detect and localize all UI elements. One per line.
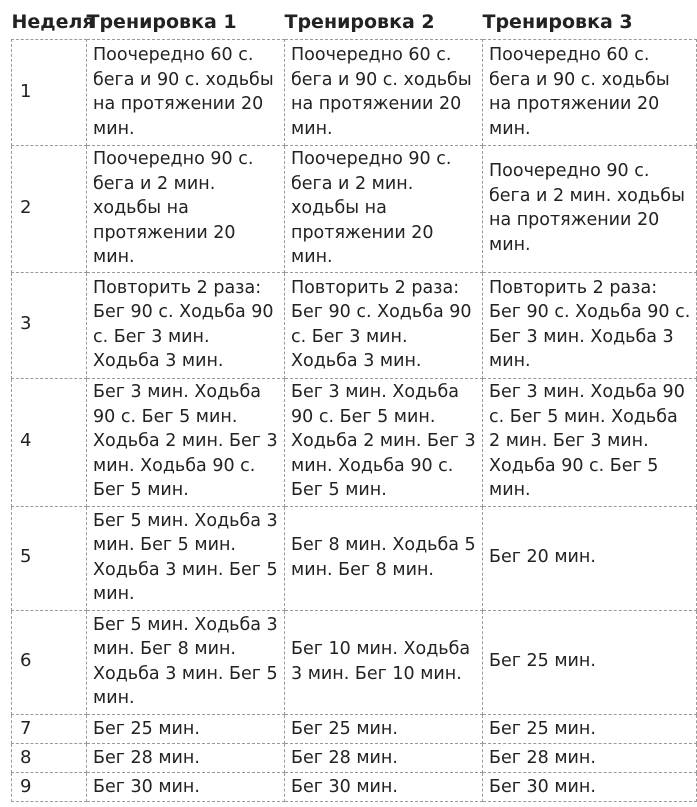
training-plan-table xyxy=(11,11,697,802)
workout-3-cell: Бег 25 мин. xyxy=(483,714,697,743)
week-number: 5 xyxy=(12,506,87,610)
workout-3-cell: Бег 30 мин. xyxy=(483,772,697,801)
workout-3-cell: Поочередно 60 с. бега и 90 с. ходьбы на протяжении 20 мин. xyxy=(483,40,697,146)
table-header xyxy=(12,11,697,40)
workout-2-cell: Бег 10 мин. Ходьба 3 мин. Бег 10 мин. xyxy=(285,610,483,714)
workout-3-cell: Бег 3 мин. Ходьба 90 с. Бег 5 мин. Ходьба 2 мин. Бег 3 мин. Ходьба 90 с. Бег 5 мин. xyxy=(483,378,697,506)
week-number: 1 xyxy=(12,40,87,146)
workout-1-cell: Бег 5 мин. Ходьба 3 мин. Бег 8 мин. Ходьба 3 мин. Бег 5 мин. xyxy=(87,610,285,714)
week-number: 9 xyxy=(12,772,87,801)
workout-3-cell: Бег 20 мин. xyxy=(483,506,697,610)
table-row xyxy=(12,610,697,714)
table-body xyxy=(12,40,697,802)
workout-2-cell: Бег 3 мин. Ходьба 90 с. Бег 5 мин. Ходьба 2 мин. Бег 3 мин. Ходьба 90 с. Бег 5 мин. xyxy=(285,378,483,506)
workout-1-cell: Бег 3 мин. Ходьба 90 с. Бег 5 мин. Ходьба 2 мин. Бег 3 мин. Ходьба 90 с. Бег 5 мин. xyxy=(87,378,285,506)
table-row xyxy=(12,714,697,743)
week-number: 6 xyxy=(12,610,87,714)
workout-1-cell: Поочередно 60 с. бега и 90 с. ходьбы на протяжении 20 мин. xyxy=(87,40,285,146)
week-number: 8 xyxy=(12,743,87,772)
table-row xyxy=(12,743,697,772)
week-number: 3 xyxy=(12,272,87,378)
workout-1-cell: Бег 5 мин. Ходьба 3 мин. Бег 5 мин. Ходьба 3 мин. Бег 5 мин. xyxy=(87,506,285,610)
workout-2-cell: Бег 30 мин. xyxy=(285,772,483,801)
workout-1-cell: Повторить 2 раза: Бег 90 с. Ходьба 90 с. Бег 3 мин. Ходьба 3 мин. xyxy=(87,272,285,378)
table-row xyxy=(12,378,697,506)
workout-1-cell: Бег 28 мин. xyxy=(87,743,285,772)
workout-2-cell: Бег 25 мин. xyxy=(285,714,483,743)
workout-3-cell: Бег 28 мин. xyxy=(483,743,697,772)
workout-2-cell: Повторить 2 раза: Бег 90 с. Ходьба 90 с. Бег 3 мин. Ходьба 3 мин. xyxy=(285,272,483,378)
header-workout-2: Тренировка 2 xyxy=(284,11,435,33)
workout-3-cell: Поочередно 90 с. бега и 2 мин. ходьбы на протяжении 20 мин. xyxy=(483,146,697,273)
workout-2-cell: Бег 8 мин. Ходьба 5 мин. Бег 8 мин. xyxy=(285,506,483,610)
table-row xyxy=(12,40,697,146)
week-number: 2 xyxy=(12,146,87,273)
week-number: 4 xyxy=(12,378,87,506)
workout-1-cell: Поочередно 90 с. бега и 2 мин. ходьбы на протяжении 20 мин. xyxy=(87,146,285,273)
table-row xyxy=(12,506,697,610)
table-row xyxy=(12,146,697,273)
workout-3-cell: Бег 25 мин. xyxy=(483,610,697,714)
table-row xyxy=(12,272,697,378)
week-number: 7 xyxy=(12,714,87,743)
workout-3-cell: Повторить 2 раза: Бег 90 с. Ходьба 90 с. Бег 3 мин. Ходьба 3 мин. xyxy=(483,272,697,378)
workout-1-cell: Бег 25 мин. xyxy=(87,714,285,743)
header-week: Неделя xyxy=(11,11,95,33)
workout-2-cell: Поочередно 90 с. бега и 2 мин. ходьбы на протяжении 20 мин. xyxy=(285,146,483,273)
header-workout-1: Тренировка 1 xyxy=(86,11,237,33)
header-workout-3: Тренировка 3 xyxy=(482,11,633,33)
header-row xyxy=(12,11,697,40)
workout-2-cell: Поочередно 60 с. бега и 90 с. ходьбы на протяжении 20 мин. xyxy=(285,40,483,146)
table-row xyxy=(12,772,697,801)
workout-1-cell: Бег 30 мин. xyxy=(87,772,285,801)
workout-2-cell: Бег 28 мин. xyxy=(285,743,483,772)
